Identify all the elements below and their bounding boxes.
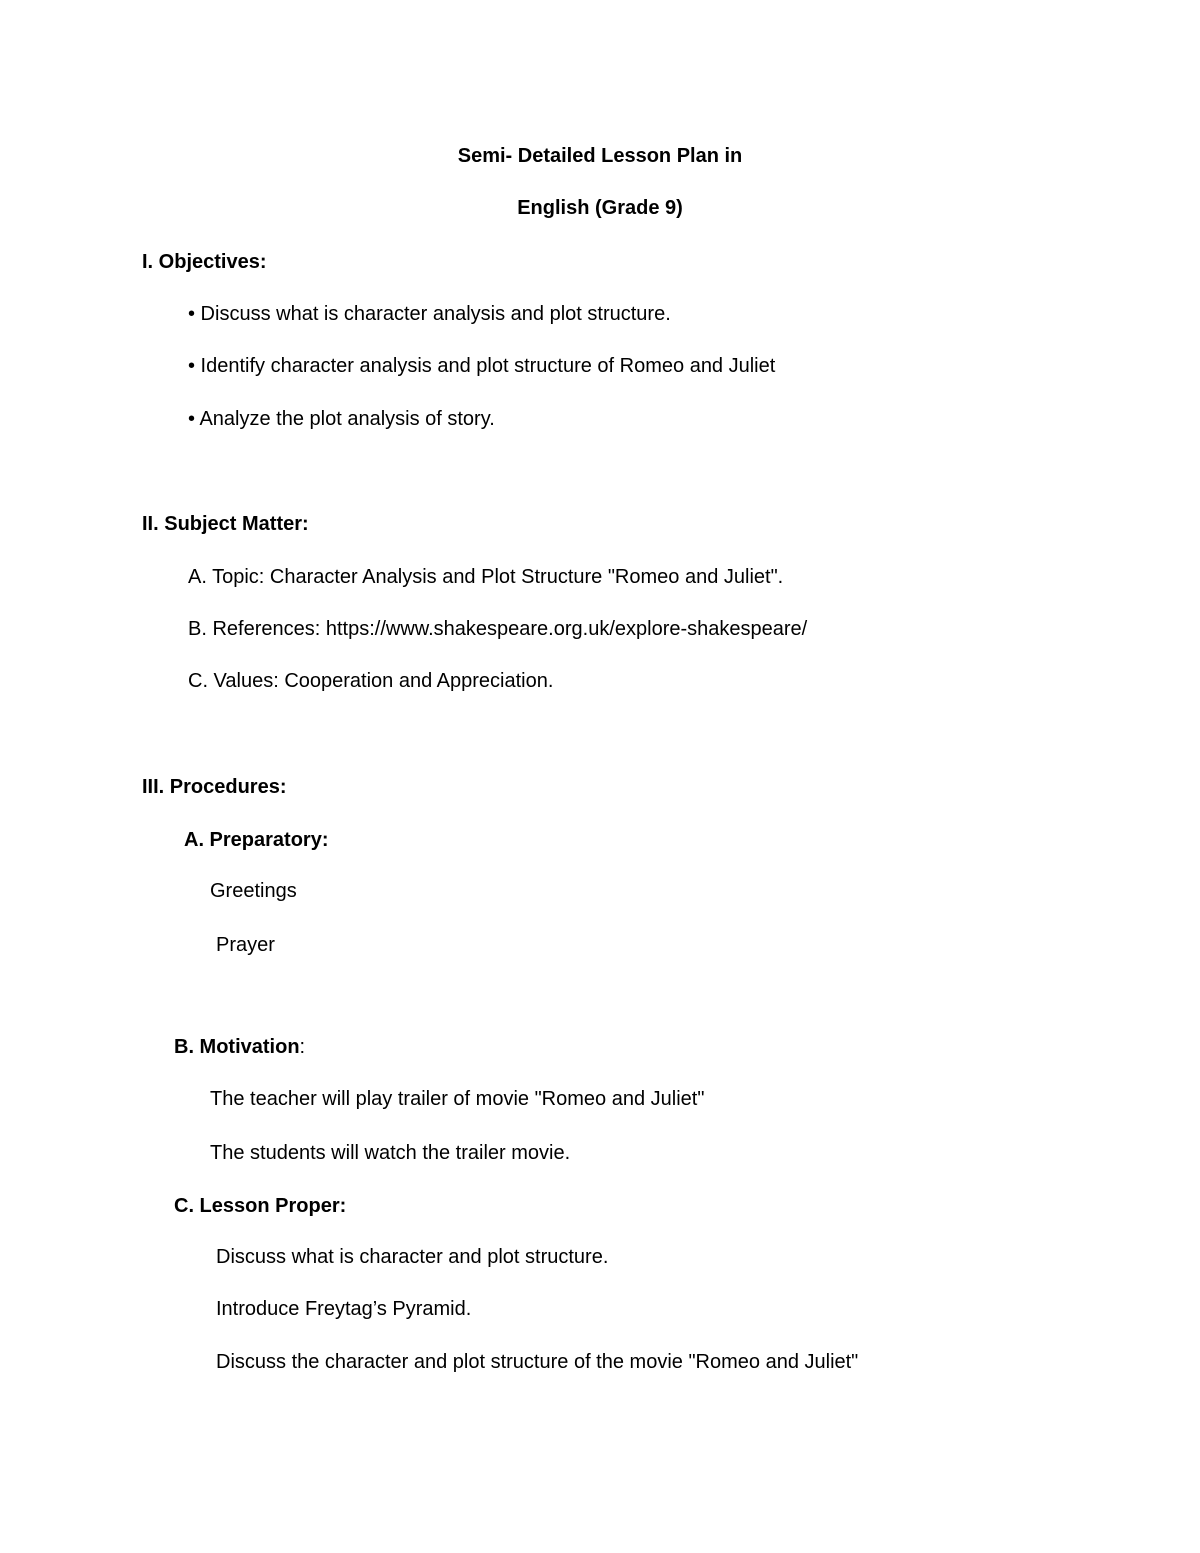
subject-matter-topic: A. Topic: Character Analysis and Plot Structure "Romeo and Juliet". [188,566,784,588]
preparatory-item: Greetings [210,880,297,902]
subject-matter-heading: II. Subject Matter: [142,513,309,535]
lesson-proper-item: Discuss what is character and plot structure. [216,1246,609,1268]
objectives-heading: I. Objectives: [142,251,267,273]
objective-item: • Analyze the plot analysis of story. [188,408,495,430]
preparatory-heading: A. Preparatory: [184,829,329,851]
objective-item: • Identify character analysis and plot structure of Romeo and Juliet [188,355,776,377]
motivation-item: The teacher will play trailer of movie "Romeo and Juliet" [210,1088,705,1110]
objective-item: • Discuss what is character analysis and plot structure. [188,303,671,325]
motivation-heading [174,1035,305,1059]
subject-matter-values: C. Values: Cooperation and Appreciation. [188,670,554,692]
lesson-proper-item: Discuss the character and plot structure of the movie "Romeo and Juliet" [216,1351,859,1373]
title-line-1: Semi- Detailed Lesson Plan in [457,145,743,167]
lesson-proper-heading: C. Lesson Proper: [174,1195,347,1217]
title-line-2: English (Grade 9) [517,197,683,219]
procedures-heading: III. Procedures: [142,776,287,798]
lesson-proper-item: Introduce Freytag’s Pyramid. [216,1298,472,1320]
motivation-heading-label: B. Motivation [174,1036,300,1058]
subject-matter-references: B. References: https://www.shakespeare.org.uk/explore-shakespeare/ [188,618,808,640]
motivation-heading-colon: : [299,1036,306,1058]
motivation-item: The students will watch the trailer movie. [210,1142,571,1164]
preparatory-item: Prayer [216,934,275,956]
